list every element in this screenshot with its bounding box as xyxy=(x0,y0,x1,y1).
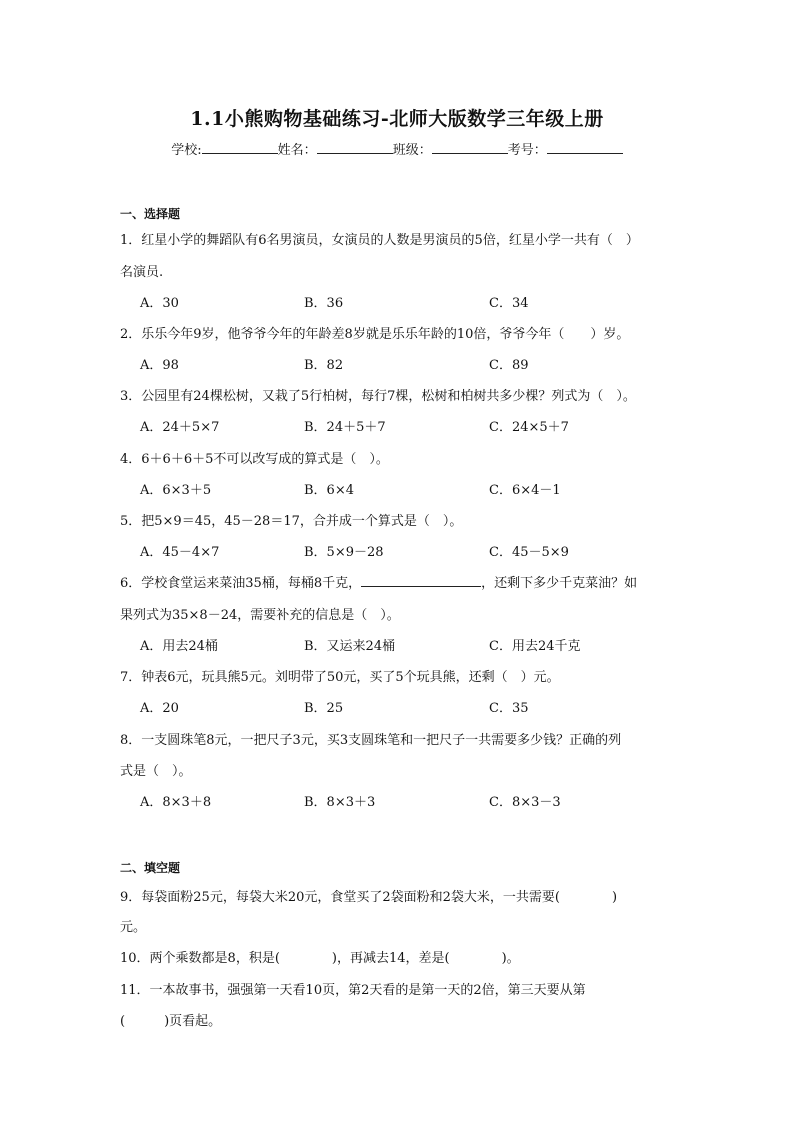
question-11-line-1: 11．一本故事书，强强第一天看10页，第2天看的是第一天的2倍，第三天要从第 xyxy=(120,983,586,998)
section-fill-title: 二、填空题 xyxy=(120,861,181,875)
section-choice-title: 一、选择题 xyxy=(120,207,181,221)
question-3-option-a[interactable]: A．24＋5×7 xyxy=(140,420,220,435)
question-5-option-a[interactable]: A．45－4×7 xyxy=(140,545,220,560)
question-7-option-c[interactable]: C．35 xyxy=(489,701,529,716)
question-7-line-1: 7．钟表6元，玩具熊5元。刘明带了50元，买了5个玩具熊，还剩（ ）元。 xyxy=(120,670,560,685)
question-5-option-b[interactable]: B．5×9－28 xyxy=(304,545,384,560)
name-label: 姓名： xyxy=(277,143,317,158)
question-7-option-b[interactable]: B．25 xyxy=(304,701,344,716)
question-1-line-1: 1．红星小学的舞蹈队有6名男演员，女演员的人数是男演员的5倍，红星小学一共有（ ） xyxy=(120,233,639,248)
question-5-option-c[interactable]: C．45－5×9 xyxy=(489,545,569,560)
question-2-option-c[interactable]: C．89 xyxy=(489,358,529,373)
question-3-option-b[interactable]: B．24＋5＋7 xyxy=(304,420,386,435)
question-7-option-a[interactable]: A．20 xyxy=(140,701,179,716)
page-title: 1.1小熊购物基础练习-北师大版数学三年级上册 xyxy=(190,108,604,130)
question-6-text-b: ，还剩下多少千克菜油？如 xyxy=(481,576,638,591)
exam-no-label: 考号： xyxy=(507,143,547,158)
question-5-line-1: 5．把5×9＝45，45－28＝17，合并成一个算式是（ ）。 xyxy=(120,514,463,529)
question-2-option-a[interactable]: A．98 xyxy=(140,358,179,373)
question-6-option-a[interactable]: A．用去24桶 xyxy=(140,639,218,654)
question-4-option-c[interactable]: C．6×4－1 xyxy=(489,483,561,498)
class-blank[interactable] xyxy=(432,141,508,154)
question-4-option-b[interactable]: B．6×4 xyxy=(304,483,354,498)
name-blank[interactable] xyxy=(317,141,393,154)
question-4-line-1: 4．6＋6＋6＋5不可以改写成的算式是（ ）。 xyxy=(120,452,389,467)
question-9-line-2: 元。 xyxy=(120,920,147,935)
question-8-option-b[interactable]: B．8×3＋3 xyxy=(304,795,376,810)
school-label: 学校: xyxy=(171,143,202,158)
question-1-option-c[interactable]: C．34 xyxy=(489,296,529,311)
class-label: 班级： xyxy=(392,143,432,158)
question-6-text-a: 6．学校食堂运来菜油35桶，每桶8千克， xyxy=(120,576,362,591)
question-6-option-b[interactable]: B．又运来24桶 xyxy=(304,639,396,654)
question-8-option-c[interactable]: C．8×3－3 xyxy=(489,795,561,810)
student-info-line xyxy=(0,139,794,158)
question-11-line-2: ( )页看起。 xyxy=(120,1014,222,1029)
exam-no-blank[interactable] xyxy=(547,141,623,154)
question-1-line-2: 名演员. xyxy=(120,265,164,280)
question-3-line-1: 3．公园里有24棵松树，又栽了5行柏树，每行7棵，松树和柏树共多少棵？列式为（ ）。 xyxy=(120,389,636,404)
question-9-line-1: 9．每袋面粉25元，每袋大米20元，食堂买了2袋面粉和2袋大米，一共需要( ) xyxy=(120,890,618,905)
question-8-option-a[interactable]: A．8×3＋8 xyxy=(140,795,212,810)
question-2-line-1: 2．乐乐今年9岁，他爷爷今年的年龄差8岁就是乐乐年龄的10倍，爷爷今年（ ）岁。 xyxy=(120,327,630,342)
question-4-option-a[interactable]: A．6×3＋5 xyxy=(140,483,212,498)
question-1-option-a[interactable]: A．30 xyxy=(140,296,179,311)
question-8-line-2: 式是（ ）。 xyxy=(120,764,192,779)
question-8-line-1: 8．一支圆珠笔8元，一把尺子3元，买3支圆珠笔和一把尺子一共需要多少钱？正确的列 xyxy=(120,733,622,748)
school-blank[interactable] xyxy=(202,141,278,154)
question-2-option-b[interactable]: B．82 xyxy=(304,358,344,373)
question-3-option-c[interactable]: C．24×5＋7 xyxy=(489,420,569,435)
question-6-blank[interactable] xyxy=(361,574,481,587)
question-1-option-b[interactable]: B．36 xyxy=(304,296,344,311)
question-6-line-2: 果列式为35×8－24，需要补充的信息是（ ）。 xyxy=(120,608,400,623)
question-6-option-c[interactable]: C．用去24千克 xyxy=(489,639,581,654)
question-6-line-1 xyxy=(120,572,637,591)
question-10-line-1: 10．两个乘数都是8，积是( )，再减去14，差是( )。 xyxy=(120,951,520,966)
